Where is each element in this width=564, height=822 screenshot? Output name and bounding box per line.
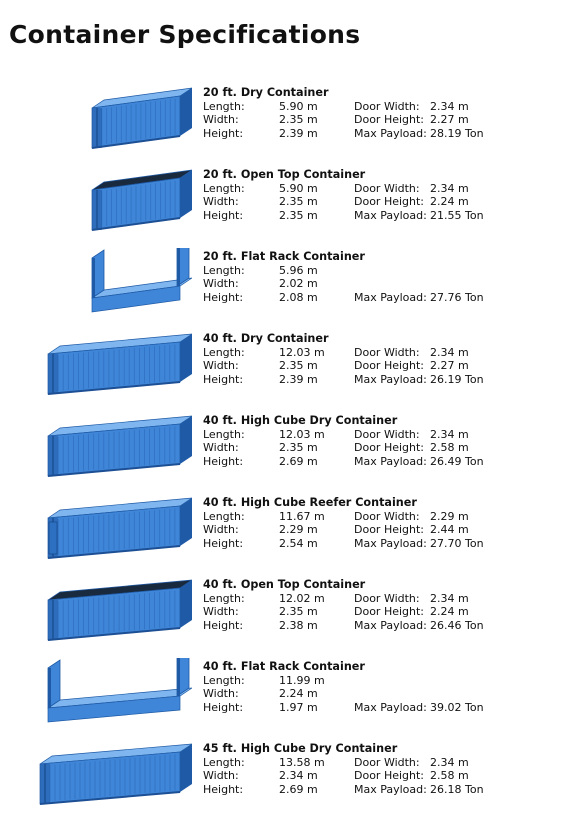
spec-label-2: Door Height: xyxy=(354,195,425,209)
spec-label-2: Door Width: xyxy=(354,345,420,359)
spec-value: 2.69 m xyxy=(279,782,318,796)
container-specs xyxy=(203,86,553,140)
spec-value-2: 28.19 Ton xyxy=(430,126,484,140)
spec-value-2: 2.34 m xyxy=(430,99,469,113)
spec-value: 1.97 m xyxy=(279,700,318,714)
spec-row-height xyxy=(203,291,553,305)
spec-label-2: Door Width: xyxy=(354,509,420,523)
spec-value-2: 26.18 Ton xyxy=(430,782,484,796)
spec-label: Height: xyxy=(203,208,244,222)
spec-label-2: Max Payload: xyxy=(354,536,427,550)
spec-label: Length: xyxy=(203,427,245,441)
spec-row-length xyxy=(203,346,553,360)
container-image xyxy=(20,412,192,484)
spec-value-2: 2.34 m xyxy=(430,427,469,441)
spec-row-width xyxy=(203,523,553,537)
spec-label-2: Door Height: xyxy=(354,605,425,619)
spec-label: Height: xyxy=(203,782,244,796)
container-name: 40 ft. Dry Container xyxy=(203,332,329,345)
container-specs xyxy=(203,742,553,796)
container-image xyxy=(20,166,192,238)
container-image xyxy=(20,576,192,648)
spec-value: 11.99 m xyxy=(279,673,325,687)
spec-value: 2.38 m xyxy=(279,618,318,632)
container-item xyxy=(0,494,564,576)
spec-value-2: 26.19 Ton xyxy=(430,372,484,386)
spec-value-2: 2.34 m xyxy=(430,345,469,359)
spec-label: Height: xyxy=(203,700,244,714)
container-icon xyxy=(44,658,192,730)
spec-row-length xyxy=(203,510,553,524)
spec-row-length xyxy=(203,428,553,442)
container-icon xyxy=(88,84,192,156)
spec-row-width xyxy=(203,605,553,619)
spec-row-width xyxy=(203,359,553,373)
spec-label: Length: xyxy=(203,591,245,605)
spec-label: Width: xyxy=(203,769,239,783)
spec-value-2: 26.49 Ton xyxy=(430,454,484,468)
container-image xyxy=(20,84,192,156)
container-specs xyxy=(203,414,553,468)
container-name: 40 ft. Open Top Container xyxy=(203,578,366,591)
spec-value-2: 27.76 Ton xyxy=(430,290,484,304)
container-list xyxy=(0,84,564,822)
spec-label: Height: xyxy=(203,454,244,468)
spec-value: 2.29 m xyxy=(279,523,318,537)
spec-value: 2.35 m xyxy=(279,113,318,127)
container-icon xyxy=(44,576,192,648)
spec-label-2: Max Payload: xyxy=(354,126,427,140)
container-item xyxy=(0,166,564,248)
spec-label-2: Door Width: xyxy=(354,591,420,605)
container-icon xyxy=(44,494,192,566)
container-name: 40 ft. High Cube Reefer Container xyxy=(203,496,417,509)
container-icon xyxy=(88,166,192,238)
spec-label-2: Door Height: xyxy=(354,523,425,537)
spec-label-2: Door Height: xyxy=(354,113,425,127)
spec-row-width xyxy=(203,441,553,455)
spec-value: 2.35 m xyxy=(279,359,318,373)
spec-row-height xyxy=(203,701,553,715)
container-name: 20 ft. Open Top Container xyxy=(203,168,366,181)
spec-label: Length: xyxy=(203,263,245,277)
spec-value: 2.35 m xyxy=(279,208,318,222)
spec-row-height xyxy=(203,783,553,797)
spec-row-length xyxy=(203,264,553,278)
spec-value-2: 2.34 m xyxy=(430,591,469,605)
spec-row-length xyxy=(203,182,553,196)
spec-label-2: Door Height: xyxy=(354,359,425,373)
container-specs xyxy=(203,250,553,304)
container-name: 40 ft. Flat Rack Container xyxy=(203,660,365,673)
spec-label-2: Door Height: xyxy=(354,441,425,455)
spec-value-2: 2.34 m xyxy=(430,181,469,195)
spec-value: 2.24 m xyxy=(279,687,318,701)
spec-value: 2.54 m xyxy=(279,536,318,550)
container-image xyxy=(20,330,192,402)
spec-value-2: 2.58 m xyxy=(430,769,469,783)
spec-value: 2.39 m xyxy=(279,372,318,386)
spec-label-2: Door Width: xyxy=(354,427,420,441)
spec-row-height xyxy=(203,619,553,633)
container-icon xyxy=(88,248,192,320)
spec-value-2: 2.29 m xyxy=(430,509,469,523)
spec-value: 2.34 m xyxy=(279,769,318,783)
spec-label: Length: xyxy=(203,509,245,523)
spec-label-2: Door Width: xyxy=(354,99,420,113)
spec-value: 5.96 m xyxy=(279,263,318,277)
container-specs xyxy=(203,332,553,386)
spec-value-2: 2.34 m xyxy=(430,755,469,769)
spec-value: 2.69 m xyxy=(279,454,318,468)
container-icon xyxy=(44,412,192,484)
spec-row-height xyxy=(203,127,553,141)
spec-label: Length: xyxy=(203,673,245,687)
container-image xyxy=(20,740,192,812)
spec-value-2: 21.55 Ton xyxy=(430,208,484,222)
spec-label: Height: xyxy=(203,126,244,140)
spec-value: 2.39 m xyxy=(279,126,318,140)
spec-value-2: 2.44 m xyxy=(430,523,469,537)
spec-label: Width: xyxy=(203,523,239,537)
spec-value: 12.02 m xyxy=(279,591,325,605)
spec-value: 12.03 m xyxy=(279,427,325,441)
spec-label: Width: xyxy=(203,441,239,455)
spec-label: Width: xyxy=(203,277,239,291)
page-title: Container Specifications xyxy=(9,20,361,49)
spec-value: 13.58 m xyxy=(279,755,325,769)
spec-label-2: Max Payload: xyxy=(354,782,427,796)
spec-label: Width: xyxy=(203,359,239,373)
container-item xyxy=(0,658,564,740)
container-item xyxy=(0,576,564,658)
spec-label-2: Door Height: xyxy=(354,769,425,783)
spec-label: Width: xyxy=(203,687,239,701)
spec-value: 5.90 m xyxy=(279,181,318,195)
spec-value-2: 2.24 m xyxy=(430,605,469,619)
spec-value: 11.67 m xyxy=(279,509,325,523)
container-item xyxy=(0,740,564,822)
container-name: 20 ft. Dry Container xyxy=(203,86,329,99)
spec-row-length xyxy=(203,100,553,114)
spec-row-length xyxy=(203,756,553,770)
spec-label-2: Door Width: xyxy=(354,755,420,769)
container-icon xyxy=(36,740,192,812)
spec-row-height xyxy=(203,537,553,551)
container-image xyxy=(20,494,192,566)
spec-value-2: 39.02 Ton xyxy=(430,700,484,714)
spec-row-length xyxy=(203,674,553,688)
spec-row-width xyxy=(203,687,553,701)
container-specs xyxy=(203,496,553,550)
spec-label-2: Max Payload: xyxy=(354,290,427,304)
spec-value-2: 27.70 Ton xyxy=(430,536,484,550)
container-item xyxy=(0,84,564,166)
spec-value: 2.02 m xyxy=(279,277,318,291)
spec-value: 2.35 m xyxy=(279,605,318,619)
spec-label: Height: xyxy=(203,372,244,386)
spec-label: Length: xyxy=(203,181,245,195)
container-item xyxy=(0,330,564,412)
spec-label-2: Max Payload: xyxy=(354,618,427,632)
container-icon xyxy=(44,330,192,402)
spec-label-2: Door Width: xyxy=(354,181,420,195)
spec-value-2: 2.58 m xyxy=(430,441,469,455)
spec-value: 5.90 m xyxy=(279,99,318,113)
spec-label: Width: xyxy=(203,605,239,619)
container-name: 20 ft. Flat Rack Container xyxy=(203,250,365,263)
container-item xyxy=(0,248,564,330)
spec-row-width xyxy=(203,277,553,291)
spec-row-height xyxy=(203,373,553,387)
spec-value: 2.08 m xyxy=(279,290,318,304)
spec-label-2: Max Payload: xyxy=(354,700,427,714)
spec-value: 2.35 m xyxy=(279,441,318,455)
spec-value-2: 26.46 Ton xyxy=(430,618,484,632)
spec-label-2: Max Payload: xyxy=(354,454,427,468)
container-image xyxy=(20,248,192,320)
spec-label: Height: xyxy=(203,536,244,550)
spec-label-2: Max Payload: xyxy=(354,208,427,222)
spec-row-height xyxy=(203,209,553,223)
spec-value: 2.35 m xyxy=(279,195,318,209)
spec-value-2: 2.24 m xyxy=(430,195,469,209)
spec-label: Length: xyxy=(203,99,245,113)
container-specs xyxy=(203,578,553,632)
container-item xyxy=(0,412,564,494)
spec-label-2: Max Payload: xyxy=(354,372,427,386)
spec-label: Height: xyxy=(203,618,244,632)
spec-label: Width: xyxy=(203,195,239,209)
container-name: 40 ft. High Cube Dry Container xyxy=(203,414,398,427)
spec-label: Length: xyxy=(203,345,245,359)
container-specs xyxy=(203,168,553,222)
spec-label: Length: xyxy=(203,755,245,769)
spec-row-length xyxy=(203,592,553,606)
container-specs xyxy=(203,660,553,714)
spec-row-width xyxy=(203,769,553,783)
spec-value-2: 2.27 m xyxy=(430,113,469,127)
spec-label: Width: xyxy=(203,113,239,127)
spec-value-2: 2.27 m xyxy=(430,359,469,373)
spec-label: Height: xyxy=(203,290,244,304)
container-name: 45 ft. High Cube Dry Container xyxy=(203,742,398,755)
spec-row-height xyxy=(203,455,553,469)
container-image xyxy=(20,658,192,730)
spec-value: 12.03 m xyxy=(279,345,325,359)
spec-row-width xyxy=(203,195,553,209)
spec-row-width xyxy=(203,113,553,127)
